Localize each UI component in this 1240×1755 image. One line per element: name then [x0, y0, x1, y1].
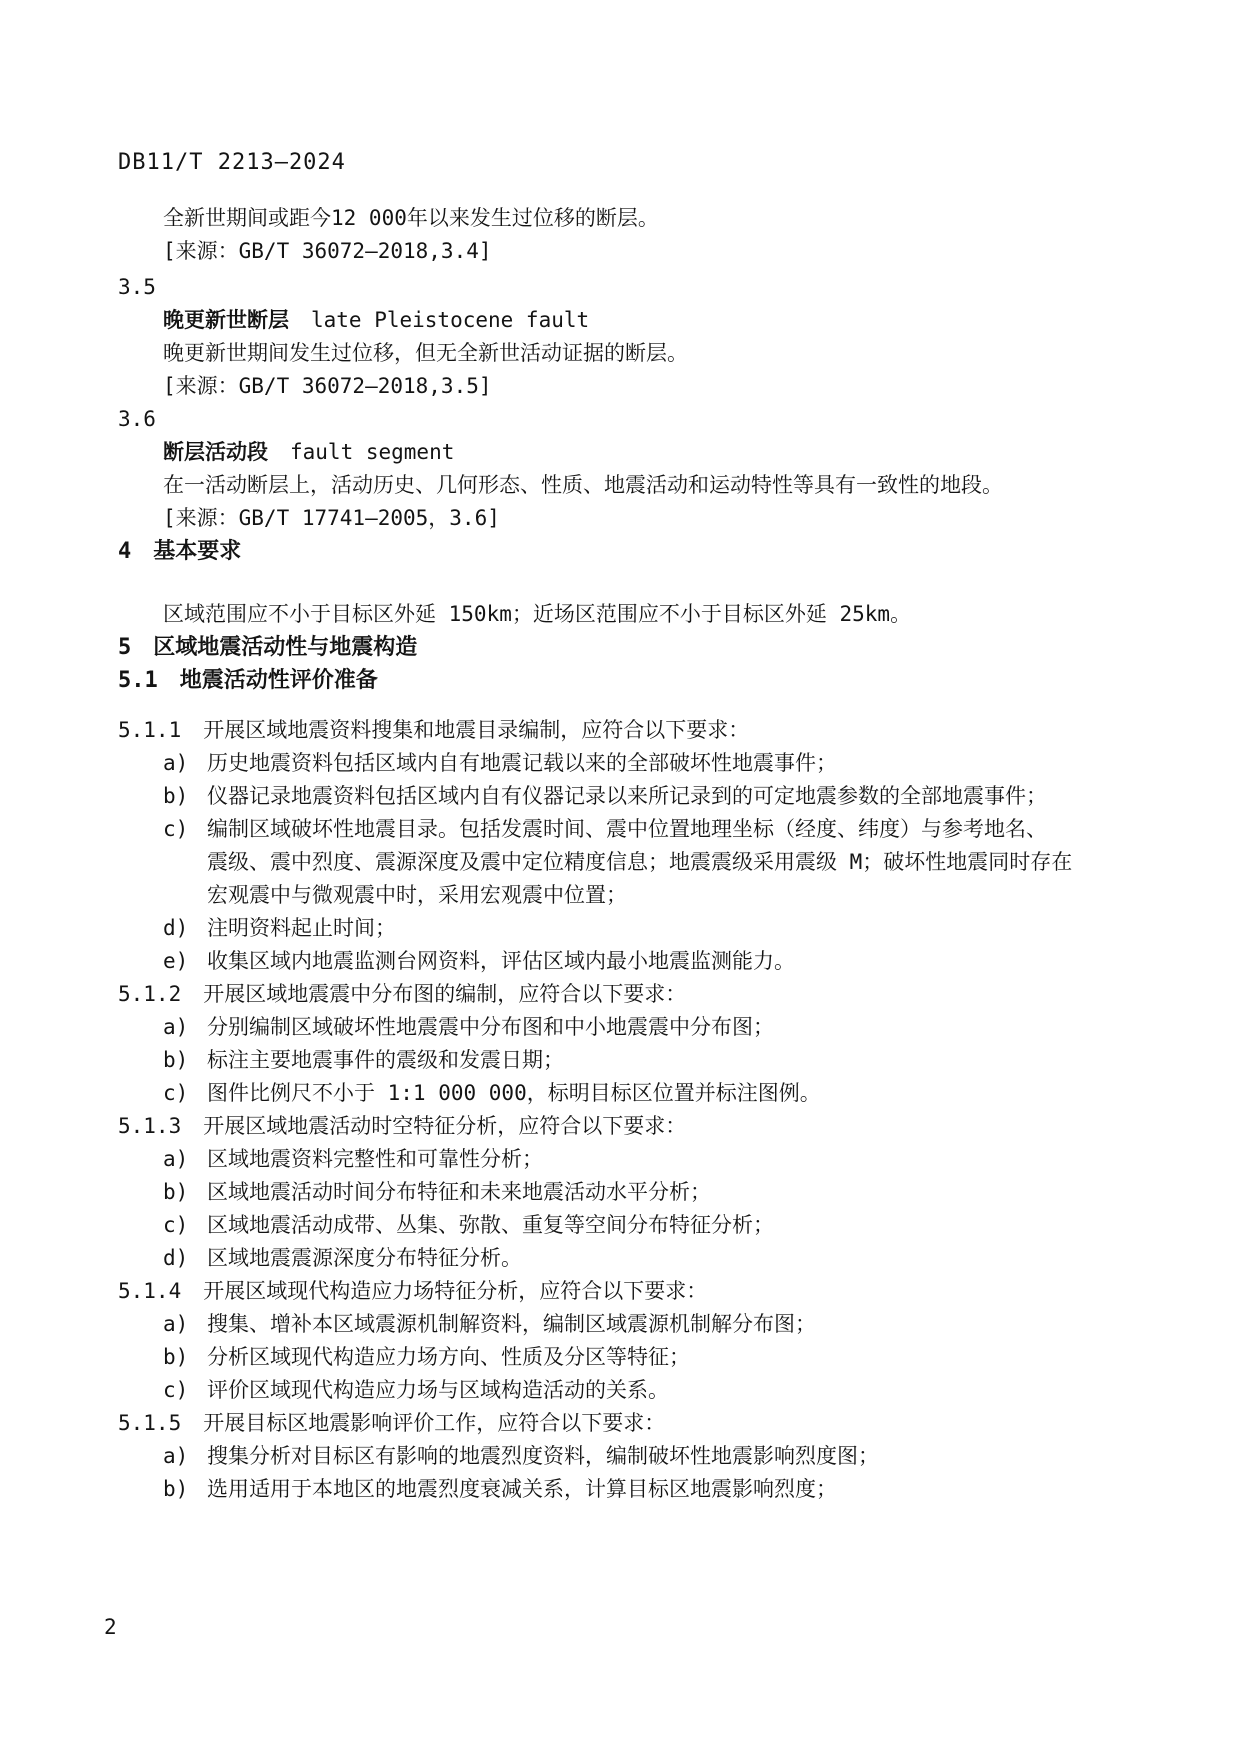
chapter-4-number: 4 [118, 539, 132, 564]
list-item-text: 收集区域内地震监测台网资料，评估区域内最小地震监测能力。 [207, 949, 795, 973]
list-item-label: b) [163, 1180, 189, 1204]
clause-text: 开展区域地震震中分布图的编制，应符合以下要求： [203, 982, 687, 1006]
list-item-text: 历史地震资料包括区域内自有地震记载以来的全部破坏性地震事件； [207, 751, 837, 775]
list-item-text: 区域地震活动成带、丛集、弥散、重复等空间分布特征分析； [207, 1213, 774, 1237]
clause-5-1-2 [118, 978, 1144, 1011]
term-zh-3-5: 晚更新世断层 [163, 308, 289, 332]
list-item-text: 区域地震活动时间分布特征和未来地震活动水平分析； [207, 1180, 711, 1204]
list-item-text-line: 编制区域破坏性地震目录。包括发震时间、震中位置地理坐标（经度、纬度）与参考地名、 [207, 817, 1047, 841]
clause-number: 5.1.4 [118, 1279, 182, 1303]
clause-text: 开展区域地震活动时空特征分析，应符合以下要求： [203, 1114, 687, 1138]
term-en-3-5: late Pleistocene fault [311, 308, 590, 332]
list-item-text-line: 震级、震中烈度、震源深度及震中定位精度信息；地震震级采用震级 M；破坏性地震同时存在 [207, 850, 1073, 874]
list-item-5-1-5-a [163, 1440, 1144, 1473]
list-item-text: 区域地震震源深度分布特征分析。 [207, 1246, 522, 1270]
chapter-5-title: 区域地震活动性与地震构造 [153, 635, 418, 660]
list-item-5-1-3-a [163, 1143, 1144, 1176]
chapter-4-title: 基本要求 [153, 539, 242, 564]
list-item-label: a) [163, 1147, 189, 1171]
list-item-5-1-1-c [163, 813, 1144, 912]
list-item-text: 图件比例尺不小于 1:1 000 000，标明目标区位置并标注图例。 [207, 1081, 821, 1105]
list-item-label: b) [163, 784, 189, 808]
list-item-label: a) [163, 1312, 189, 1336]
list-item-5-1-1-a [163, 747, 1144, 780]
section-5-1-number: 5.1 [118, 668, 158, 693]
list-item-label: c) [163, 1213, 189, 1237]
list-item-5-1-3-d [163, 1242, 1144, 1275]
definition-text-3-5: 晚更新世期间发生过位移，但无全新世活动证据的断层。 [163, 341, 688, 365]
clause-5-1-5 [118, 1407, 1144, 1440]
term-number-3-5: 3.5 [118, 275, 156, 299]
list-item-label: b) [163, 1048, 189, 1072]
list-item-5-1-1-b [163, 780, 1144, 813]
list-item-5-1-5-b [163, 1473, 1144, 1506]
clause-5-1-4 [118, 1275, 1144, 1308]
list-item-5-1-2-c [163, 1077, 1144, 1110]
list-item-label: d) [163, 1246, 189, 1270]
list-item-text: 搜集、增补本区域震源机制解资料，编制区域震源机制解分布图； [207, 1312, 816, 1336]
clause-text: 开展目标区地震影响评价工作，应符合以下要求： [203, 1411, 666, 1435]
list-item-5-1-4-c [163, 1374, 1144, 1407]
list-item-label: b) [163, 1477, 189, 1501]
list-item-5-1-1-e [163, 945, 1144, 978]
list-item-text: 仪器记录地震资料包括区域内自有仪器记录以来所记录到的可定地震参数的全部地震事件； [207, 784, 1047, 808]
list-item-5-1-3-b [163, 1176, 1144, 1209]
list-item-5-1-4-a [163, 1308, 1144, 1341]
list-item-5-1-4-b [163, 1341, 1144, 1374]
source-ref-3-6: [来源：GB/T 17741—2005，3.6] [163, 506, 500, 530]
list-item-label: c) [163, 817, 189, 841]
clause-number: 5.1.3 [118, 1114, 182, 1138]
list-item-label: a) [163, 1444, 189, 1468]
clause-5-1-1 [118, 714, 1144, 747]
chapter-4-heading [118, 535, 1144, 568]
doc-number: DB11/T 2213—2024 [118, 150, 346, 175]
list-item-label: d) [163, 916, 189, 940]
list-item-5-1-2-b [163, 1044, 1144, 1077]
list-item-text: 评价区域现代构造应力场与区域构造活动的关系。 [207, 1378, 669, 1402]
clause-text: 开展区域地震资料搜集和地震目录编制，应符合以下要求： [203, 718, 750, 742]
clause-5-1-3 [118, 1110, 1144, 1143]
list-item-text [207, 813, 1144, 912]
list-item-5-1-1-d [163, 912, 1144, 945]
clause-number: 5.1.2 [118, 982, 182, 1006]
list-item-text-line: 宏观震中与微观震中时，采用宏观震中位置； [207, 883, 627, 907]
chapter-4-body: 区域范围应不小于目标区外延 150km；近场区范围应不小于目标区外延 25km。 [163, 602, 912, 626]
list-item-label: c) [163, 1378, 189, 1402]
page-number: 2 [104, 1615, 117, 1639]
chapter-5-heading [118, 631, 1144, 664]
list-item-5-1-3-c [163, 1209, 1144, 1242]
term-line-3-6 [163, 436, 1144, 469]
section-5-1-title: 地震活动性评价准备 [179, 668, 378, 693]
term-number-3-6: 3.6 [118, 407, 156, 431]
list-item-text: 区域地震资料完整性和可靠性分析； [207, 1147, 543, 1171]
term-zh-3-6: 断层活动段 [163, 440, 268, 464]
list-item-5-1-2-a [163, 1011, 1144, 1044]
term-line-3-5 [163, 304, 1144, 337]
section-5-1-heading [118, 664, 1144, 697]
clause-text: 开展区域现代构造应力场特征分析，应符合以下要求： [203, 1279, 708, 1303]
clause-number: 5.1.5 [118, 1411, 182, 1435]
list-item-text: 搜集分析对目标区有影响的地震烈度资料，编制破坏性地震影响烈度图； [207, 1444, 879, 1468]
list-item-label: a) [163, 1015, 189, 1039]
source-ref-3-4: [来源：GB/T 36072—2018,3.4] [163, 239, 492, 263]
list-item-label: b) [163, 1345, 189, 1369]
list-item-text: 选用适用于本地区的地震烈度衰减关系，计算目标区地震影响烈度； [207, 1477, 837, 1501]
term-en-3-6: fault segment [290, 440, 455, 464]
definition-text-3-6: 在一活动断层上，活动历史、几何形态、性质、地震活动和运动特性等具有一致性的地段。 [163, 473, 1003, 497]
list-item-label: e) [163, 949, 189, 973]
list-item-text: 分析区域现代构造应力场方向、性质及分区等特征； [207, 1345, 690, 1369]
list-item-label: c) [163, 1081, 189, 1105]
list-item-text: 注明资料起止时间； [207, 916, 396, 940]
list-item-label: a) [163, 751, 189, 775]
list-item-text: 标注主要地震事件的震级和发震日期； [207, 1048, 564, 1072]
definition-text-3-4: 全新世期间或距今12 000年以来发生过位移的断层。 [163, 206, 659, 230]
list-item-text: 分别编制区域破坏性地震震中分布图和中小地震震中分布图； [207, 1015, 774, 1039]
clause-number: 5.1.1 [118, 718, 182, 742]
page-content [118, 202, 1144, 1506]
chapter-5-number: 5 [118, 635, 132, 660]
source-ref-3-5: [来源：GB/T 36072—2018,3.5] [163, 374, 492, 398]
